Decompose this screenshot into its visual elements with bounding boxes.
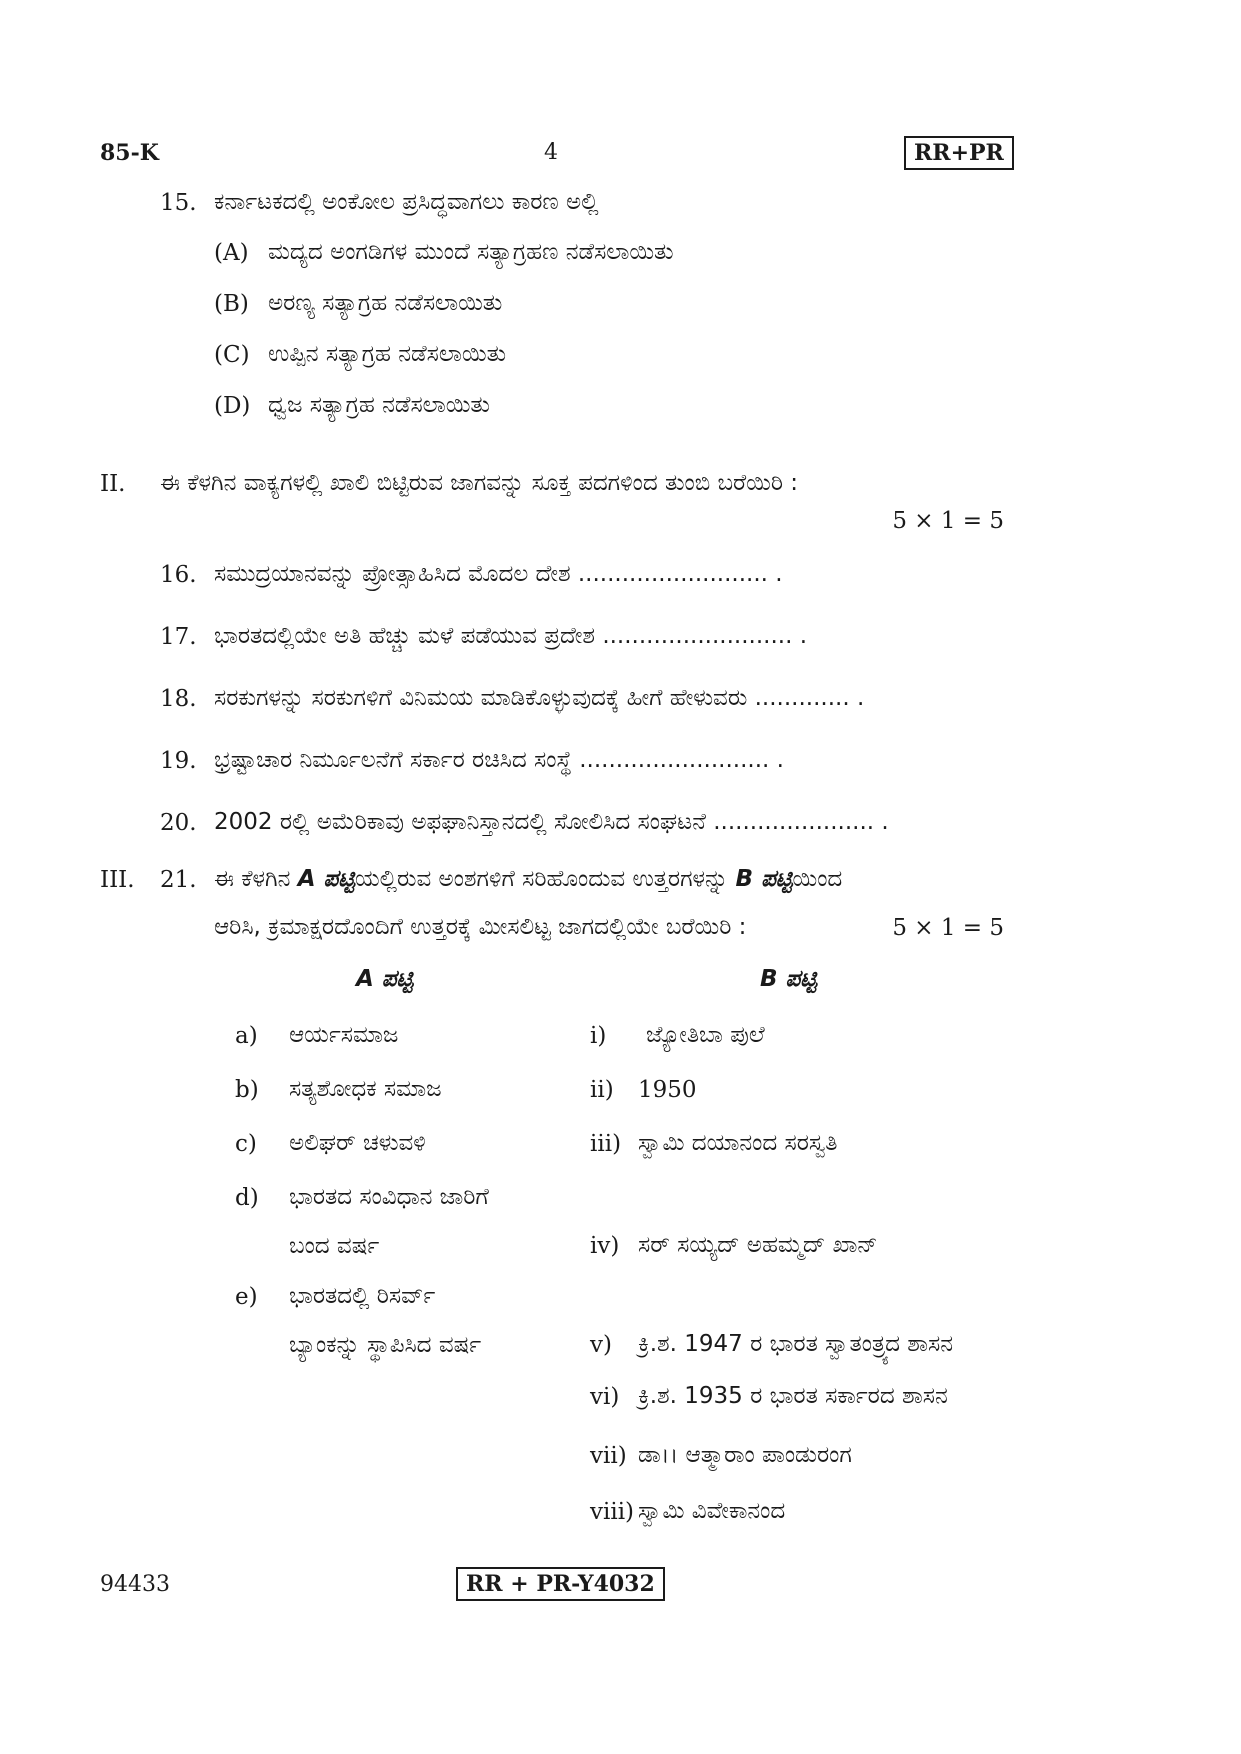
question-text: ಭ್ರಷ್ಟಾಚಾರ ನಿರ್ಮೂಲನೆಗೆ ಸರ್ಕಾರ ರಚಿಸಿದ ಸಂಸ್ಥೆ .......................... .	[214, 747, 784, 773]
list-b-label: iii)	[590, 1131, 622, 1157]
list-b-label: viii)	[590, 1499, 635, 1525]
list-b-label: ii)	[590, 1077, 614, 1103]
list-b-text: ಡಾ।। ಆತ್ಮಾರಾಂ ಪಾಂಡುರಂಗ	[638, 1442, 852, 1468]
question-text	[214, 866, 842, 892]
footer-paper-code: RR + PR-Y4032	[456, 1567, 665, 1601]
list-a-text: ಆರ್ಯಸಮಾಜ	[289, 1022, 399, 1048]
question-text: ಸಮುದ್ರಯಾನವನ್ನು ಪ್ರೋತ್ಸಾಹಿಸಿದ ಮೊದಲ ದೇಶ .......................... .	[214, 561, 783, 587]
list-a-text: ಸತ್ಯಶೋಧಕ ಸಮಾಜ	[289, 1076, 442, 1102]
column-b-heading: B ಪಟ್ಟಿ	[760, 966, 817, 992]
list-a-label: b)	[235, 1077, 259, 1103]
list-b-label: vii)	[590, 1443, 627, 1469]
list-b-label: iv)	[590, 1233, 620, 1259]
list-b-text: ಸರ್ ಸಯ್ಯದ್ ಅಹಮ್ಮದ್ ಖಾನ್	[638, 1232, 878, 1258]
section-roman: III.	[100, 867, 135, 893]
list-b-label: i)	[590, 1023, 607, 1049]
column-a-heading: A ಪಟ್ಟಿ	[356, 966, 414, 992]
option-label: (A)	[214, 240, 249, 266]
question-number: 21.	[160, 867, 197, 893]
list-a-label: c)	[235, 1131, 257, 1157]
list-b-text: ಜ್ಯೋತಿಬಾ ಪುಲೆ	[646, 1022, 765, 1048]
option-label: (B)	[214, 291, 249, 317]
paper-code: 85-K	[100, 140, 159, 166]
option-text: ಮದ್ಯದ ಅಂಗಡಿಗಳ ಮುಂದೆ ಸತ್ಯಾಗ್ರಹಣ ನಡೆಸಲಾಯಿತು	[268, 239, 674, 265]
list-a-text-continued: ಬ್ಯಾಂಕನ್ನು ಸ್ಥಾಪಿಸಿದ ವರ್ಷ	[289, 1332, 482, 1358]
option-label: (C)	[214, 342, 250, 368]
question-number: 18.	[160, 686, 197, 712]
question-text: ಸರಕುಗಳನ್ನು ಸರಕುಗಳಿಗೆ ವಿನಿಮಯ ಮಾಡಿಕೊಳ್ಳುವುದಕ್ಕೆ ಹೀಗೆ ಹೇಳುವರು ............. .	[214, 685, 865, 711]
question-text: 2002 ರಲ್ಲಿ ಅಮೆರಿಕಾವು ಅಫಘಾನಿಸ್ತಾನದಲ್ಲಿ ಸೋಲಿಸಿದ ಸಂಘಟನೆ ...................... .	[214, 809, 889, 835]
list-b-text: ಕ್ರಿ.ಶ. 1947 ರ ಭಾರತ ಸ್ವಾತಂತ್ರ್ಯದ ಶಾಸನ	[638, 1331, 954, 1357]
list-b-ref: B ಪಟ್ಟಿ	[735, 866, 793, 892]
section-roman: II.	[100, 471, 126, 497]
list-a-ref: A ಪಟ್ಟಿ	[297, 866, 355, 892]
header-tag: RR+PR	[904, 136, 1014, 170]
list-b-label: v)	[590, 1332, 612, 1358]
list-b-text: ಸ್ವಾಮಿ ವಿವೇಕಾನಂದ	[638, 1498, 786, 1524]
option-text: ಅರಣ್ಯ ಸತ್ಯಾಗ್ರಹ ನಡೆಸಲಾಯಿತು	[268, 290, 503, 316]
question-number: 20.	[160, 810, 197, 836]
option-label: (D)	[214, 393, 251, 419]
list-b-label: vi)	[590, 1384, 620, 1410]
question-number: 19.	[160, 748, 197, 774]
list-a-text: ಭಾರತದ ಸಂವಿಧಾನ ಜಾರಿಗೆ	[289, 1184, 489, 1210]
question-number: 15.	[160, 190, 197, 216]
list-a-text: ಭಾರತದಲ್ಲಿ ರಿಸರ್ವ್	[289, 1283, 436, 1309]
list-a-label: a)	[235, 1023, 258, 1049]
question-text: ಭಾರತದಲ್ಲಿಯೇ ಅತಿ ಹೆಚ್ಚು ಮಳೆ ಪಡೆಯುವ ಪ್ರದೇಶ .......................... .	[214, 623, 808, 649]
list-a-label: e)	[235, 1284, 258, 1310]
question-text-continued: ಆರಿಸಿ, ಕ್ರಮಾಕ್ಷರದೊಂದಿಗೆ ಉತ್ತರಕ್ಕೆ ಮೀಸಲಿಟ್ಟ ಜಾಗದಲ್ಲಿಯೇ ಬರೆಯಿರಿ :	[214, 914, 747, 940]
question-number: 17.	[160, 624, 197, 650]
list-a-label: d)	[235, 1185, 259, 1211]
list-a-text-continued: ಬಂದ ವರ್ಷ	[289, 1233, 380, 1259]
marks: 5 × 1 = 5	[892, 915, 1004, 941]
list-a-text: ಅಲಿಘರ್ ಚಳುವಳಿ	[289, 1130, 426, 1156]
list-b-text: ಕ್ರಿ.ಶ. 1935 ರ ಭಾರತ ಸರ್ಕಾರದ ಶಾಸನ	[638, 1383, 948, 1409]
marks: 5 × 1 = 5	[892, 508, 1004, 534]
instruction-part: ಈ ಕೆಳಗಿನ	[214, 866, 291, 892]
list-b-text: ಸ್ವಾಮಿ ದಯಾನಂದ ಸರಸ್ವತಿ	[638, 1130, 838, 1156]
option-text: ಧ್ವಜ ಸತ್ಯಾಗ್ರಹ ನಡೆಸಲಾಯಿತು	[268, 392, 490, 418]
instruction-part: ಯಿಂದ	[792, 866, 843, 892]
question-text: ಕರ್ನಾಟಕದಲ್ಲಿ ಅಂಕೋಲ ಪ್ರಸಿದ್ಧವಾಗಲು ಕಾರಣ ಅಲ್ಲಿ	[214, 189, 599, 215]
instruction-part: ಯಲ್ಲಿರುವ ಅಂಶಗಳಿಗೆ ಸರಿಹೊಂದುವ ಉತ್ತರಗಳನ್ನು	[354, 866, 729, 892]
option-text: ಉಪ್ಪಿನ ಸತ್ಯಾಗ್ರಹ ನಡೆಸಲಾಯಿತು	[268, 341, 507, 367]
section-instruction: ಈ ಕೆಳಗಿನ ವಾಕ್ಯಗಳಲ್ಲಿ ಖಾಲಿ ಬಿಟ್ಟಿರುವ ಜಾಗವನ್ನು ಸೂಕ್ತ ಪದಗಳಿಂದ ತುಂಬಿ ಬರೆಯಿರಿ :	[160, 470, 799, 496]
footer-code: 94433	[100, 1572, 170, 1597]
list-b-text: 1950	[638, 1077, 697, 1103]
question-number: 16.	[160, 562, 197, 588]
page-number: 4	[544, 140, 558, 165]
